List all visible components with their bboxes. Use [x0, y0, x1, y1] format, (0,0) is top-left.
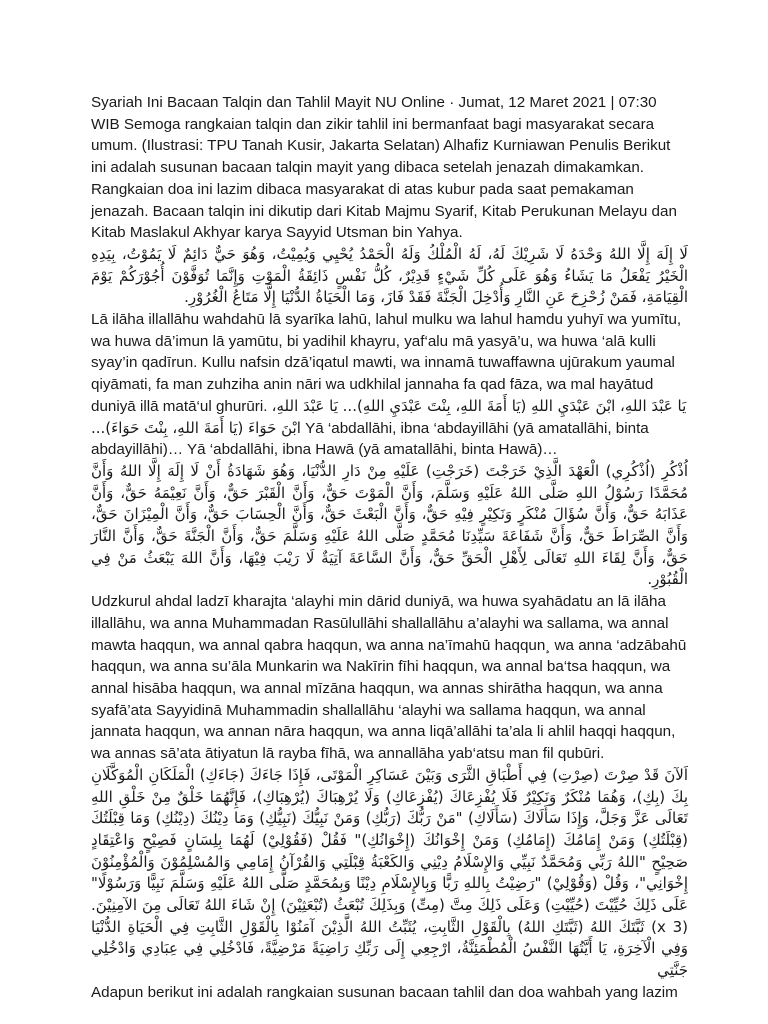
- talqin-arabic-call: يَا عَبْدَ اللهِ، ابْنَ عَبْدَيِ اللهِ (يَا أَمَةَ اللهِ، بِنْتَ عَبْدَيِ اللهِ)... يَا عَبْدَ اللهِ، ابْنَ حَوَاءَ (يَا أَمَةَ اللهِ، بِنْتَ حَوَاءَ)...: [91, 396, 687, 437]
- talqin-latin-and-call: [91, 309, 688, 461]
- article-intro: Semoga rangkaian talqin dan zikir tahlil ini bermanfaat bagi masyarakat secara umum. (Ilustrasi: TPU Tanah Kusir, Jakarta Selatan) Alhafiz Kurniawan Penulis Berikut ini adalah susunan bacaan talqin mayit yang dibaca setelah jenazah dimakamkan. Rangkaian doa ini lazim dibaca masyarakat di atas kubur pada saat pemakaman jenazah. Bacaan talqin ini dikutip dari Kitab Majmu Syarif, Kitab Perukunan Melayu dan Kitab Maslakul Akhyar karya Sayyid Utsman bin Yahya.: [91, 115, 677, 242]
- article-byline: Syariah Ini Bacaan Talqin dan Tahlil Mayit NU Online · Jumat, 12 Maret 2021 | 07:30 WIB: [91, 94, 657, 133]
- article-byline-intro: [91, 92, 688, 244]
- tahlil-intro: Adapun berikut ini adalah rangkaian susunan bacaan tahlil dan doa wahbah yang lazim: [91, 983, 678, 1001]
- talqin-latin-call: Yā ‘abdallāhi, ibna ‘abdayillāhi (yā amatallāhi, binta abdayillāhi)… Yā ‘abdallāhi, ibna Hawā (yā amatallāhi, binta Hawā)…: [91, 419, 649, 459]
- talqin-latin-opening: Lā ilāha illallāhu wahdahū lā syarīka lahū, lahul mulku wa lahul hamdu yuhyī wa yumītu, wa huwa dā’imun lā yamūtu, bi yadihil khayru, yaf‘alu mā yasyā’u, wa huwa ‘alā kulli syay’in qadīrun. Kullu nafsin dzā’iqatul mawti, wa innamā tuwaffawna ujūrakum yaumal qiyāmati, fa man zuhziha anin nāri wa udkhilal jannaha fa qad fāza, wa mal hayātud duniyā illā matā‘ul ghurūri.: [91, 311, 682, 415]
- talqin-arabic-testimony: اُذْكُرِ (اُذْكُرِي) الْعَهْدَ الَّذِيْ خَرَجْتَ (خَرَجْتِ) عَلَيْهِ مِنْ دَارِ الدُّنْيَا، وَهُوَ شَهَادَةُ أَنْ لَا إِلَهَ إِلَّا اللهُ وَأَنَّ مُحَمَّدًا رَسُوْلُ اللهِ صَلَّى اللهُ عَلَيْهِ وَسَلَّمَ، وَأَنَّ الْمَوْتَ حَقٌّ، وَأَنَّ الْقَبْرَ حَقٌّ، وَأَنَّ نَعِيْمَهُ حَقٌّ، وَأَنَّ عَذَابَهُ حَقٌّ، وَأَنَّ سُؤَالَ مُنْكَرٍ وَنَكِيْرٍ فِيْهِ حَقٌّ، وَأَنَّ الْبَعْثَ حَقٌّ، وَأَنَّ الْحِسَابَ حَقٌّ، وَأَنَّ الْمِيْزَانَ حَقٌّ، وَأَنَّ الصِّرَاطَ حَقٌّ، وَأَنَّ شَفَاعَةَ سَيِّدِنَا مُحَمَّدٍ صَلَّى اللهُ عَلَيْهِ وَسَلَّمَ حَقٌّ، وَأَنَّ الْجَنَّةَ حَقٌّ، وَأَنَّ النَّارَ حَقٌّ، وَأَنَّ لِقَاءَ اللهِ تَعَالَى لِأَهْلِ الْحَقِّ حَقٌّ، وَأَنَّ السَّاعَةَ آتِيَةٌ لَا رَيْبَ فِيْهَا، وَأَنَّ اللهَ يَبْعَثُ مَنْ فِي الْقُبُوْرِ.: [91, 461, 688, 589]
- talqin-latin-testimony: Udzkurul ahdal ladzī kharajta ‘alayhi min dārid duniyā, wa huwa syahādatu an lā ilāha illallāhu, wa anna Muhammadan Rasūlullāhi shallallāhu a’alayhi wa sallama, wa annal mawta haqqun, wa annal qabra haqqun, wa anna na’īmahū haqqun¸ wa anna ‘adzābahū haqqun, wa anna su’āla Munkarin wa Nakīrin fīhi haqqun, wa annal ba‘tsa haqqun, wa annal hisāba haqqun, wa annal mīzāna haqqun, wa annas shirātha haqqun, wa anna syafā’ata Sayyidinā Muhammadin shallallāhu ‘alayhi wa sallama haqqun, wa annal jannata haqqun, wa annan nāra haqqun, wa anna liqā’allāhi ta’ala li ahlil haqqi haqqun, wa annas sā’ata ātiyatun lā rayba fīhā, wa annallāha yab‘atsu man fil qubūri.: [91, 593, 687, 763]
- article-body: [91, 92, 688, 1004]
- talqin-arabic-opening: لَا إِلَهَ إِلَّا اللهُ وَحْدَهُ لَا شَرِيْكَ لَهُ، لَهُ الْمُلْكُ وَلَهُ الْحَمْدُ يُحْيِي وَيُمِيْتُ، وَهُوَ حَيٌّ دَائِمٌ لَا يَمُوْتُ، بِيَدِهِ الْخَيْرُ يَفْعَلُ مَا يَشَاءُ وَهُوَ عَلَى كُلِّ شَيْءٍ قَدِيْرٌ، كُلُّ نَفْسٍ ذَائِقَةُ الْمَوْتِ وَإِنَّمَا تُوَفَّوْنَ أُجُوْرَكُمْ يَوْمَ الْقِيَامَةِ، فَمَنْ زُحْزِحَ عَنِ النَّارِ وَأُدْخِلَ الْجَنَّةَ فَقَدْ فَازَ، وَمَا الْحَيَاةُ الدُّنْيَا إِلَّا مَتَاعُ الْغُرُوْرِ.: [91, 244, 688, 307]
- talqin-arabic-questions: اَلآنَ قَدْ صِرْتَ (صِرْتِ) فِي أَطْبَاقِ الثَّرَى وَبَيْنَ عَسَاكِرِ الْمَوْتَى، فَإِذَا جَاءَكَ (جَاءَكِ) الْمَلَكَانِ الْمُوَكَّلَانِ بِكَ (بِكِ)، وَهُمَا مُنْكَرٌ وَنَكِيْرٌ فَلَا يُفْزِعَاكَ (يُفْزِعَاكِ) وَلَا يُرْهِبَاكَ (يُرْهِبَاكِ)، فَإِنَّهُمَا خَلْقٌ مِنْ خَلْقِ اللهِ تَعَالَى عَزَّ وَجَلَّ، وَإِذَا سَأَلَاكَ (سَأَلَاكِ) "مَنْ رَبُّكَ (رَبُّكِ) وَمَنْ نَبِيُّكَ (نَبِيُّكِ) وَمَا دِيْنُكَ (دِيْنُكِ) وَمَا قِبْلَتُكَ (قِبْلَتُكِ) وَمَنْ إِمَامُكَ (إِمَامُكِ) وَمَنْ إِخْوَانُكَ (إِخْوَانُكِ)" فَقُلْ (فَقُوْلِيْ) لَهُمَا بِلِسَانٍ فَصِيْحٍ وَاعْتِقَادٍ صَحِيْحٍ "اللهُ رَبِّي وَمُحَمَّدٌ نَبِيِّي وَالإِسْلَامُ دِيْنِي وَالكَعْبَةُ قِبْلَتِي وَالقُرْآنُ إِمَامِي وَالمُسْلِمُوْنَ وَالْمُؤْمِنُوْنَ إِخْوَانِي"، وَقُلْ (وَقُوْلِيْ) "رَضِيْتُ بِاللهِ رَبًّا وَبِالإِسْلَامِ دِيْنًا وَبِمُحَمَّدٍ صَلَّى اللهُ عَلَيْهِ وَسَلَّمَ نَبِيًّا وَرَسُوْلًا" عَلَى ذَلِكَ حُيِّيْتَ (حُيِّيْتِ) وَعَلَى ذَلِكَ مِتَّ (مِتِّ) وَبِذَلِكَ تُبْعَثُ (تُبْعَثِيْنَ) إِنْ شَاءَ اللهُ تَعَالَى مِنَ الآمِنِيْنَ. (3 x) ثَبَّتَكَ اللهُ (ثَبَّتَكِ اللهُ) بِالْقَوْلِ الثَّابِتِ، يُثَبِّتُ اللهُ الَّذِيْنَ آمَنُوْا بِالْقَوْلِ الثَّابِتِ فِي الْحَيَاةِ الدُّنْيَا وَفِي الْآخِرَةِ، يَا أَيَّتُهَا النَّفْسُ الْمُطْمَئِنَّةُ، ارْجِعِي إِلَى رَبِّكِ رَاضِيَةً مَرْضِيَّةً، فَادْخُلِي فِي عِبَادِي وَادْخُلِي جَنَّتِي: [91, 765, 688, 980]
